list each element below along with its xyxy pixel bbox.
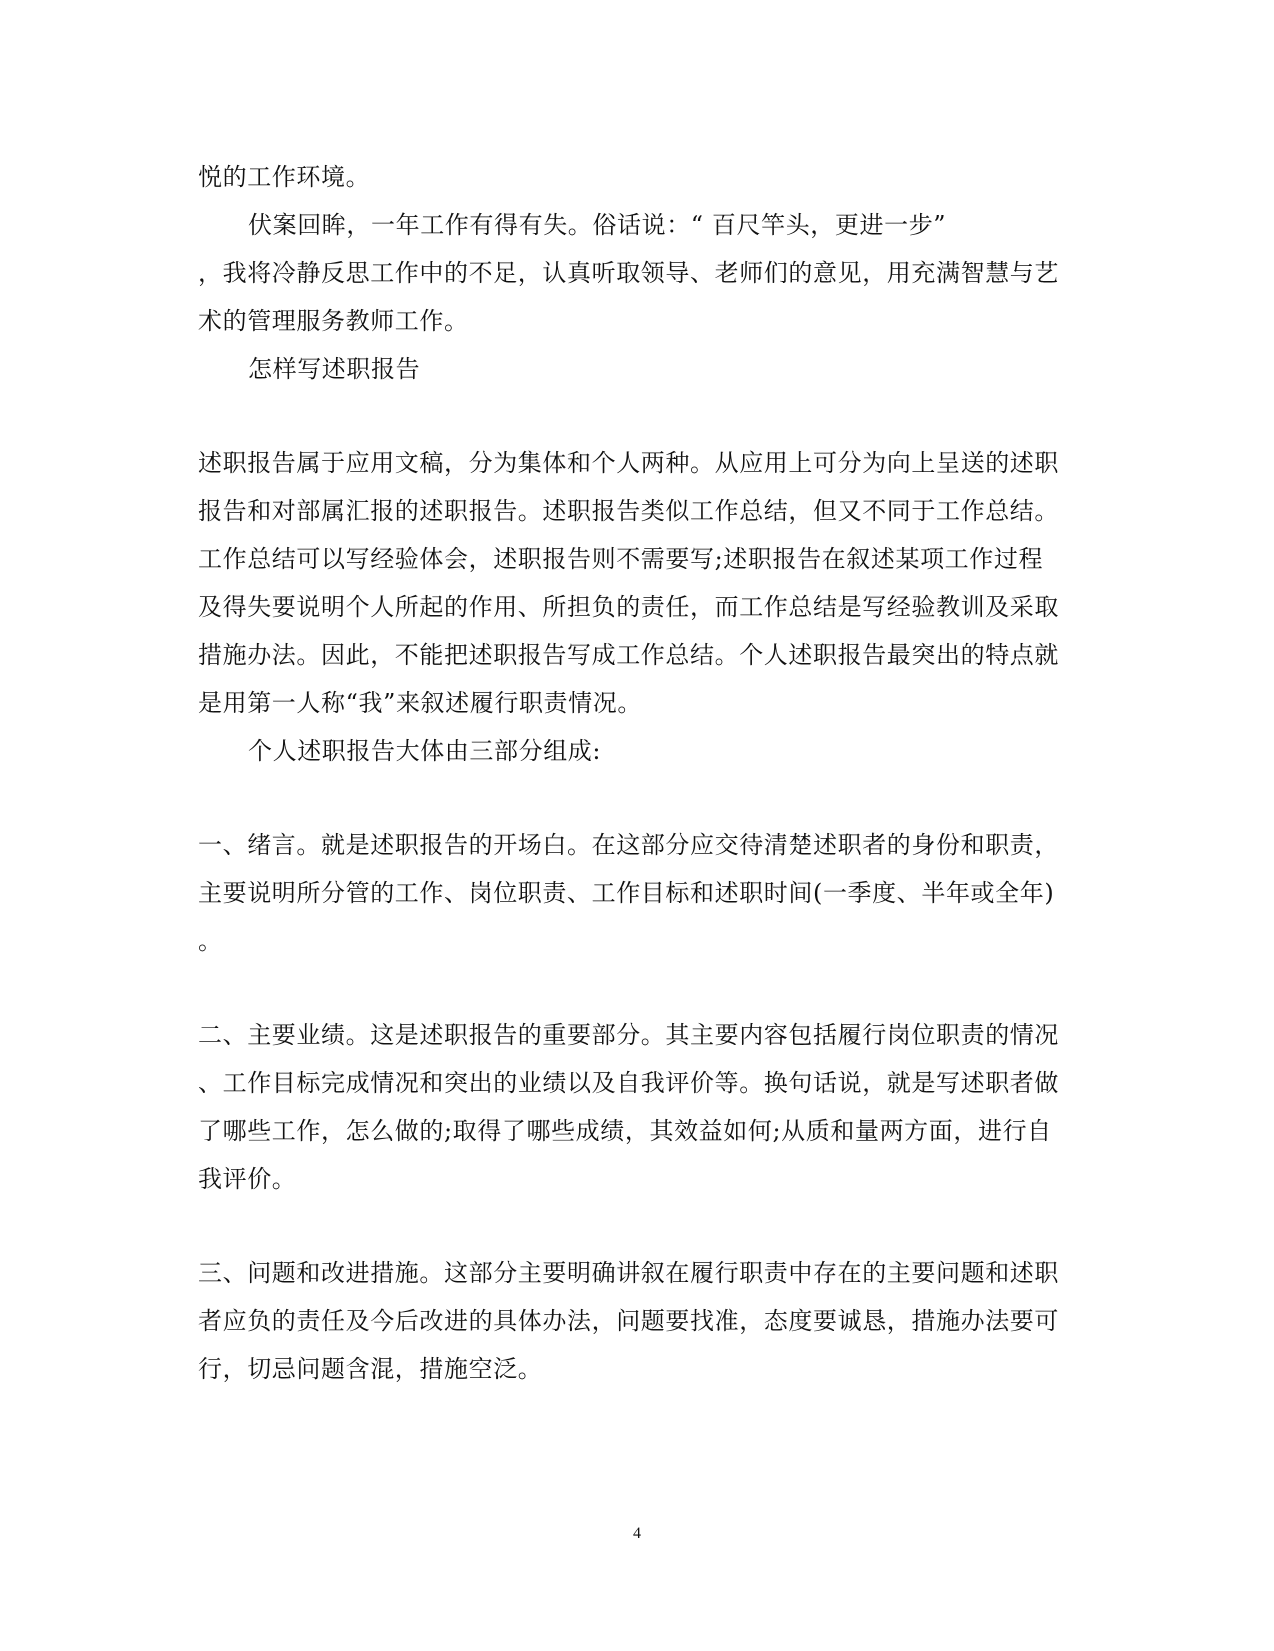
text-line: 行，切忌问题含混，措施空泛。 <box>198 1355 543 1383</box>
text-line: 伏案回眸，一年工作有得有失。俗话说：“ 百尺竿头，更进一步” <box>248 211 947 239</box>
page-number: 4 <box>633 1525 641 1542</box>
text-line: 一、绪言。就是述职报告的开场白。在这部分应交待清楚述职者的身份和职责， <box>198 831 1059 859</box>
text-line: 及得失要说明个人所起的作用、所担负的责任，而工作总结是写经验教训及采取 <box>198 593 1059 621</box>
text-line: 是用第一人称“我”来叙述履行职责情况。 <box>198 689 642 717</box>
text-line: 者应负的责任及今后改进的具体办法，问题要找准，态度要诚恳，措施办法要可 <box>198 1307 1059 1335</box>
text-line: 个人述职报告大体由三部分组成: <box>248 737 602 765</box>
text-line: 悦的工作环境。 <box>198 163 371 191</box>
text-line: 我评价。 <box>198 1165 297 1193</box>
text-line: ，我将冷静反思工作中的不足，认真听取领导、老师们的意见，用充满智慧与艺 <box>198 259 1059 287</box>
text-line: 、工作目标完成情况和突出的业绩以及自我评价等。换句话说，就是写述职者做 <box>198 1069 1059 1097</box>
text-line: 报告和对部属汇报的述职报告。述职报告类似工作总结，但又不同于工作总结。 <box>198 497 1059 525</box>
text-line: 术的管理服务教师工作。 <box>198 307 469 335</box>
section-heading: 怎样写述职报告 <box>248 355 421 383</box>
text-line: 述职报告属于应用文稿，分为集体和个人两种。从应用上可分为向上呈送的述职 <box>198 449 1059 477</box>
text-line: 工作总结可以写经验体会，述职报告则不需要写;述职报告在叙述某项工作过程 <box>198 545 1044 573</box>
text-line: 二、主要业绩。这是述职报告的重要部分。其主要内容包括履行岗位职责的情况 <box>198 1021 1059 1049</box>
text-line: 了哪些工作，怎么做的;取得了哪些成绩，其效益如何;从质和量两方面，进行自 <box>198 1117 1052 1145</box>
text-line: 。 <box>198 927 223 955</box>
text-line: 主要说明所分管的工作、岗位职责、工作目标和述职时间(一季度、半年或全年) <box>198 879 1055 907</box>
text-line: 措施办法。因此，不能把述职报告写成工作总结。个人述职报告最突出的特点就 <box>198 641 1059 669</box>
text-line: 三、问题和改进措施。这部分主要明确讲叙在履行职责中存在的主要问题和述职 <box>198 1259 1059 1287</box>
